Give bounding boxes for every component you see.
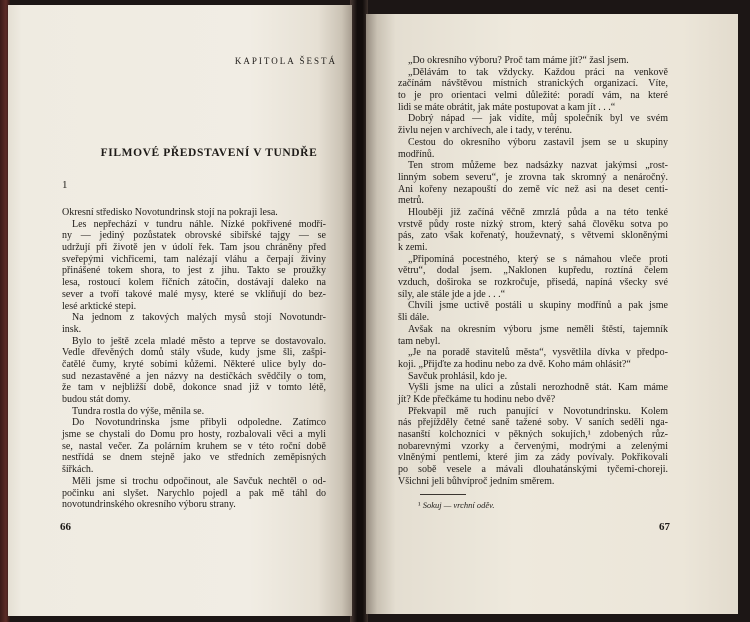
text-line: sever a tvoří takové malé mysy, které se vklíňují do bez- <box>62 288 326 300</box>
paragraph <box>398 160 668 207</box>
text-line: metrů. <box>398 195 424 207</box>
paragraph <box>398 254 668 301</box>
paragraph <box>398 137 668 160</box>
paragraph <box>398 300 668 323</box>
text-line: Ten strom můžeme bez nadsázky nazvat jakýmsi „rost- <box>408 160 668 172</box>
left-page <box>8 5 352 616</box>
paragraph <box>398 324 668 347</box>
text-line: Savčuk prohlásil, kdo je. <box>408 370 508 382</box>
text-line: pás, zato však kořenatý, houževnatý, s větvemi skloněnými <box>398 230 668 242</box>
text-line: budou stát domy. <box>62 394 131 405</box>
paragraph <box>62 207 326 219</box>
text-line: sud nezastavěné a jen názvy na destičkách svědčily o tom, <box>62 370 326 382</box>
text-line: Vyšli jsme na ulici a zůstali nerozhodně stát. Kam máme <box>408 382 668 394</box>
text-line: Les nepřechází v tundru náhle. Nízké pokřivené modří- <box>72 218 326 230</box>
text-line: nás přejížděly četné saně tažené soby. V saních seděli nga- <box>398 417 668 429</box>
text-line: síly, ale stále jde a jde . . .“ <box>398 288 506 300</box>
text-line: lesa, rostoucí kolem říčních zátočin, dostávají daleko na <box>62 277 326 289</box>
paragraph <box>398 67 668 114</box>
text-line: přinášené tokem shora, to jest z jihu. Takto se proužky <box>62 265 326 277</box>
page-number: 66 <box>60 521 71 533</box>
paragraph <box>62 219 326 313</box>
footnote-text: Sokuj — vrchní oděv. <box>422 500 495 510</box>
text-line: větru“, dodal jsem. „Naklonen kupředu, roztíná čelem <box>398 265 668 277</box>
text-line: Okresní středisko Novotundrinsk stojí na pokraji lesa. <box>62 207 278 218</box>
text-line: Dobrý nápad — jak vidíte, můj společník byl ve svém <box>408 113 668 125</box>
text-line: začínám návštěvou místních stranických organizací. Víte, <box>398 78 668 90</box>
text-line: se, nastal večer. Za polárním kruhem se v této roční době <box>62 440 326 452</box>
paragraph <box>62 336 326 406</box>
paragraph <box>398 371 668 383</box>
text-line: to je pro orientaci velmi důležité: poradí vám, na které <box>398 90 668 102</box>
text-line: že tam v nejbližší době, dokonce snad již v tomto létě, <box>62 382 326 394</box>
text-line: „Připomíná pocestného, který se s námahou vleče proti <box>408 253 668 265</box>
footnote-rule <box>420 494 466 495</box>
paragraph <box>62 312 326 335</box>
text-line: lidi se máte obrátit, jak máte postupovat a kam jít . . .“ <box>398 101 616 113</box>
text-line: šli dále. <box>398 312 430 324</box>
text-line: nestřídá se dnem stejně jako ve středních zeměpisných <box>62 452 326 464</box>
paragraph <box>398 382 668 405</box>
text-line: Všichni jeli bůhvíproč jedním směrem. <box>398 475 555 487</box>
section-number: 1 <box>62 179 68 191</box>
text-line: modřínů. <box>398 148 435 160</box>
paragraph <box>398 207 668 254</box>
text-line: nobarevnými vzorky a červenými, modrými a zelenými <box>398 440 668 452</box>
text-line: Hlouběji již začíná věčně zmrzlá půda a na této tenké <box>408 206 668 218</box>
text-line: lesé arktické stepi. <box>62 300 137 312</box>
text-line: „Je na poradě stavitelů města“, vysvětlila dívka v předpo- <box>408 347 668 359</box>
text-line: Cestou do okresního výboru zastavil jsem se u skupiny <box>408 136 668 148</box>
text-line: Tundra rostla do výše, měnila se. <box>72 405 205 417</box>
text-line: Do Novotundrinska jsme přibyli odpoledne. Zatímco <box>72 417 326 429</box>
text-line: počinku ani slyšet. Narychlo pojedl a pak mě táhl do <box>62 487 326 499</box>
text-line: „Dělávám to tak vždycky. Každou práci na venkově <box>408 66 668 78</box>
paragraph <box>398 406 668 488</box>
text-line: nasanští kolchozníci v pěkných sokujích,¹ zdobených růz- <box>398 429 668 440</box>
text-line: po sobě vesele a mávali dlouhatánskými tyčemi-choreji. <box>398 464 668 476</box>
running-head: KAPITOLA ŠESTÁ <box>234 56 337 66</box>
text-line: Chvíli jsme uctivě postáli u skupiny modřínů a pak jsme <box>408 300 668 312</box>
paragraph <box>398 55 668 67</box>
text-line: insk. <box>62 323 82 335</box>
text-line: ny — jediný pozůstatek obrovské sibiřské tajgy — se <box>62 230 326 242</box>
text-line: udržují při životě jen v údolí řek. Tam jsou chráněny před <box>62 242 326 254</box>
text-line: čatělé čumy, kryté sobími kůžemi. Některé ulice byly do- <box>62 358 326 370</box>
page-number: 67 <box>659 521 670 533</box>
text-line: linným sobem severu“, je zrovna tak skromný a nenáročný. <box>398 171 668 183</box>
body-text <box>62 207 326 511</box>
text-line: vrstvě půdy roste nízký strom, který sahá člověku sotva po <box>398 218 668 230</box>
footnote-marker: ¹ <box>418 500 421 510</box>
text-line: koji. „Přijďte za hodinu nebo za dvě. Koho mám ohlásit?“ <box>398 358 631 370</box>
footnote <box>418 500 494 510</box>
body-text <box>398 55 668 487</box>
text-line: šířkách. <box>62 464 94 476</box>
text-line: Ani kořeny nezapouští do země víc než asi na deset centi- <box>398 183 668 195</box>
text-line: vzduch, doširoka se rozkročuje, přisedá, napíná všecky své <box>398 277 668 289</box>
text-line: Avšak na okresním výboru jsme neměli štěstí, tajemník <box>408 323 668 335</box>
paragraph <box>62 406 326 418</box>
text-line: Vedle dřevěných domů stály všude, kudy jsme šli, zašpi- <box>62 347 326 359</box>
text-line: vlněnými pentlemi, které jim za zády povívaly. Pokřikovali <box>398 452 668 464</box>
text-line: novotundrinského okresního výboru strany. <box>62 499 236 511</box>
text-line: Na jednom z takových malých mysů stojí Novotundr- <box>72 312 326 324</box>
paragraph <box>62 476 326 511</box>
text-line: Překvapil mě ruch panující v Novotundrinsku. Kolem <box>408 405 668 417</box>
text-line: Měli jsme si trochu odpočinout, ale Savčuk nechtěl o od- <box>72 475 326 487</box>
text-line: jsme se chystali do Domu pro hosty, rozbalovali věci a myli <box>62 429 326 441</box>
paragraph <box>398 347 668 370</box>
paragraph <box>62 417 326 475</box>
text-line: „Do okresního výboru? Proč tam máme jít?“ žasl jsem. <box>408 55 629 66</box>
paragraph <box>398 113 668 136</box>
text-line: sveřepými vichřicemi, tam nalézají vláhu a čerpají živiny <box>62 253 326 265</box>
right-page <box>366 14 738 614</box>
chapter-title: FILMOVÉ PŘEDSTAVENÍ V TUNDŘE <box>100 147 318 159</box>
text-line: tam nebyl. <box>398 335 441 347</box>
text-line: Bylo to ještě zcela mladé město a teprve se dostavovalo. <box>72 335 326 347</box>
text-line: k zemi. <box>398 242 428 253</box>
text-line: jít? Kde přečkáme tu hodinu nebo dvě? <box>398 393 556 405</box>
text-line: živlu nejen v archívech, ale i tady, v terénu. <box>398 125 572 137</box>
